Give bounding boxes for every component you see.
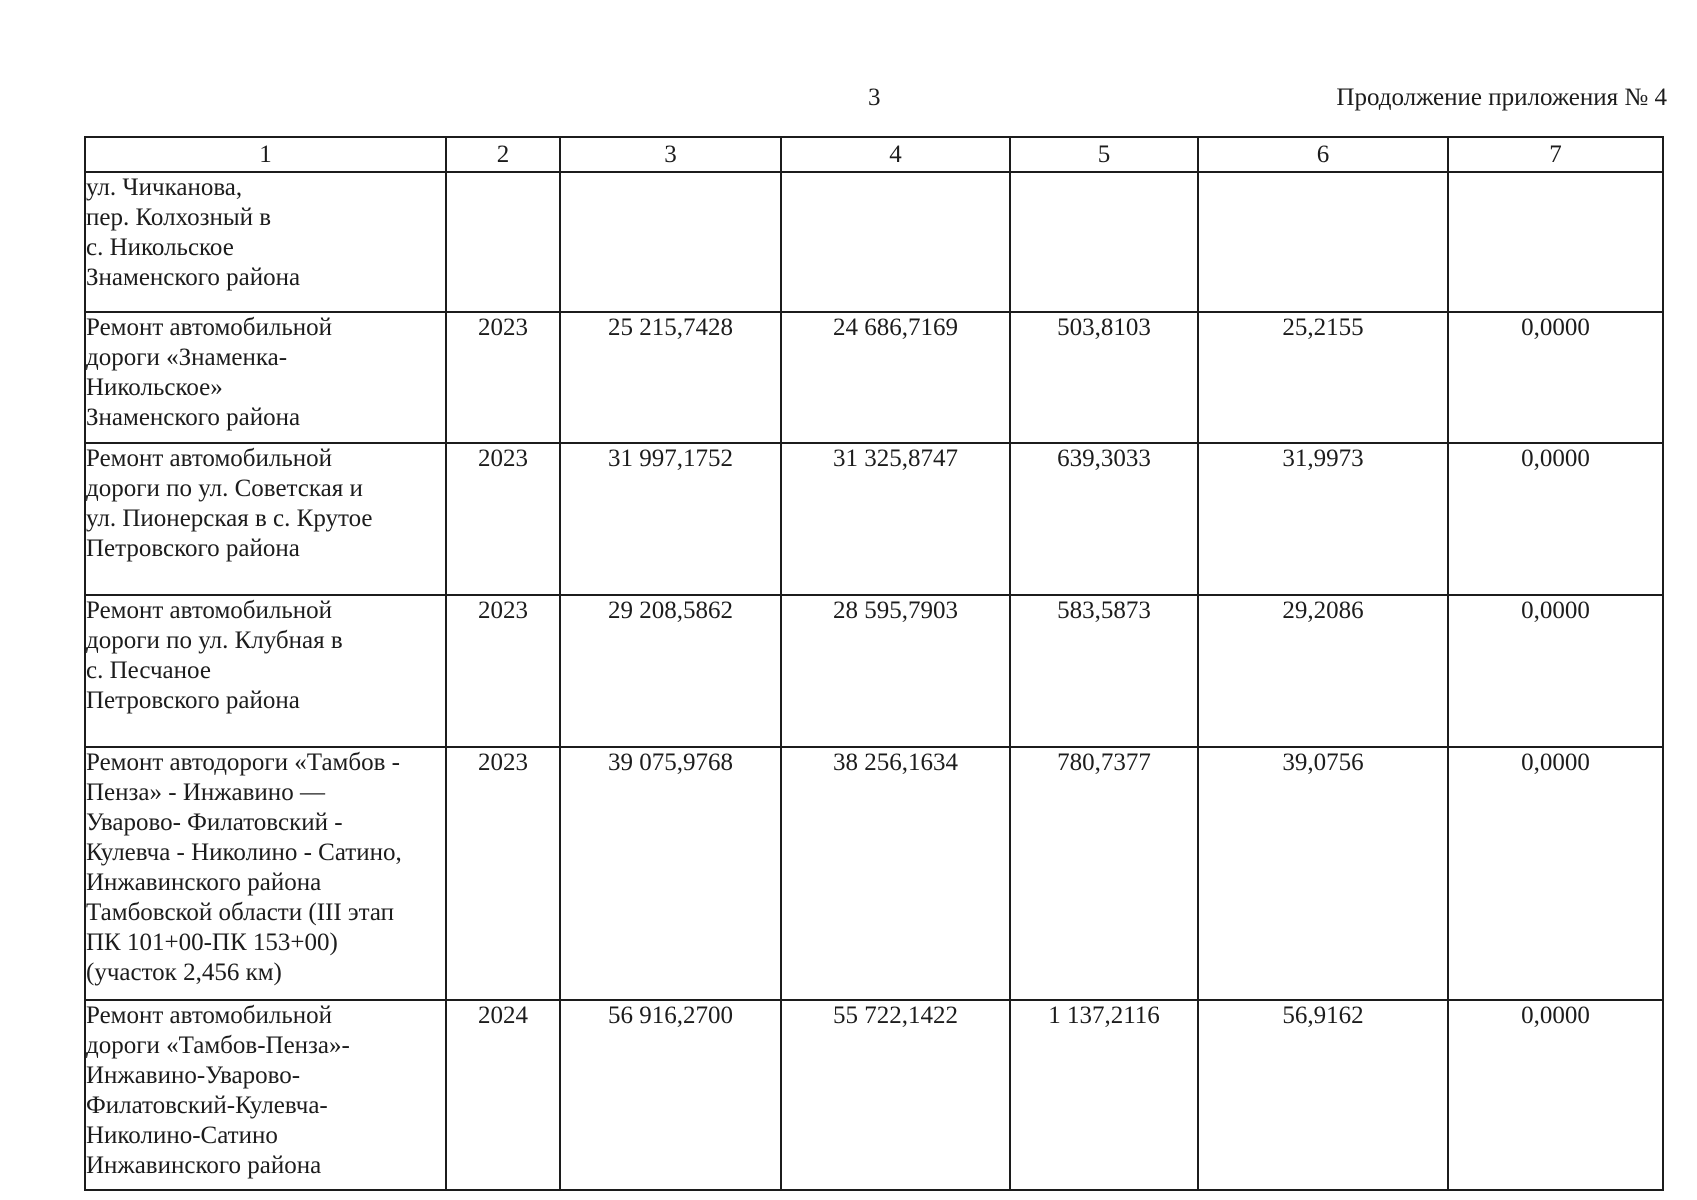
value-cell: 39 075,9768 — [560, 747, 781, 1000]
page-number: 3 — [868, 84, 881, 111]
appendix-table — [84, 136, 1664, 1191]
value-cell: 24 686,7169 — [781, 312, 1010, 443]
value-cell: 0,0000 — [1448, 443, 1663, 595]
year-cell: 2023 — [446, 443, 560, 595]
value-cell: 29,2086 — [1198, 595, 1448, 747]
value-cell: 38 256,1634 — [781, 747, 1010, 1000]
column-header: 5 — [1010, 137, 1198, 172]
value-cell: 25 215,7428 — [560, 312, 781, 443]
value-cell: 29 208,5862 — [560, 595, 781, 747]
year-cell: 2024 — [446, 1000, 560, 1190]
value-cell — [1448, 172, 1663, 312]
column-header: 3 — [560, 137, 781, 172]
value-cell: 0,0000 — [1448, 595, 1663, 747]
continuation-caption: Продолжение приложения № 4 — [1336, 84, 1667, 111]
value-cell — [1198, 172, 1448, 312]
object-name-cell: ул. Чичканова, пер. Колхозный в с. Никольское Знаменского района — [85, 172, 446, 312]
object-name-cell: Ремонт автомобильной дороги по ул. Советская и ул. Пионерская в с. Крутое Петровского района — [85, 443, 446, 595]
value-cell: 56,9162 — [1198, 1000, 1448, 1190]
column-header: 4 — [781, 137, 1010, 172]
object-name-cell: Ремонт автодороги «Тамбов - Пенза» - Инжавино — Уварово- Филатовский - Кулевча - Николино - Сатино, Инжавинского района Тамбовской области (III этап ПК 101+00-ПК 153+00) (участок 2,456 км) — [85, 747, 446, 1000]
value-cell: 0,0000 — [1448, 1000, 1663, 1190]
value-cell: 0,0000 — [1448, 312, 1663, 443]
value-cell: 25,2155 — [1198, 312, 1448, 443]
table-row — [85, 172, 1663, 312]
object-name-cell: Ремонт автомобильной дороги «Знаменка- Никольское» Знаменского района — [85, 312, 446, 443]
table-row — [85, 595, 1663, 747]
value-cell — [1010, 172, 1198, 312]
column-header: 2 — [446, 137, 560, 172]
value-cell: 31,9973 — [1198, 443, 1448, 595]
value-cell: 639,3033 — [1010, 443, 1198, 595]
year-cell — [446, 172, 560, 312]
value-cell: 56 916,2700 — [560, 1000, 781, 1190]
object-name-cell: Ремонт автомобильной дороги «Тамбов-Пенза»- Инжавино-Уварово- Филатовский-Кулевча- Николино-Сатино Инжавинского района — [85, 1000, 446, 1190]
table-row — [85, 1000, 1663, 1190]
value-cell: 28 595,7903 — [781, 595, 1010, 747]
table-row — [85, 443, 1663, 595]
value-cell — [560, 172, 781, 312]
value-cell: 583,5873 — [1010, 595, 1198, 747]
value-cell: 31 325,8747 — [781, 443, 1010, 595]
value-cell: 0,0000 — [1448, 747, 1663, 1000]
column-header: 6 — [1198, 137, 1448, 172]
value-cell: 503,8103 — [1010, 312, 1198, 443]
column-number-row — [85, 137, 1663, 172]
value-cell: 39,0756 — [1198, 747, 1448, 1000]
table-row — [85, 747, 1663, 1000]
value-cell: 55 722,1422 — [781, 1000, 1010, 1190]
year-cell: 2023 — [446, 595, 560, 747]
column-header: 7 — [1448, 137, 1663, 172]
value-cell: 31 997,1752 — [560, 443, 781, 595]
year-cell: 2023 — [446, 747, 560, 1000]
year-cell: 2023 — [446, 312, 560, 443]
object-name-cell: Ремонт автомобильной дороги по ул. Клубная в с. Песчаное Петровского района — [85, 595, 446, 747]
value-cell — [781, 172, 1010, 312]
column-header: 1 — [85, 137, 446, 172]
value-cell: 1 137,2116 — [1010, 1000, 1198, 1190]
value-cell: 780,7377 — [1010, 747, 1198, 1000]
table-row — [85, 312, 1663, 443]
